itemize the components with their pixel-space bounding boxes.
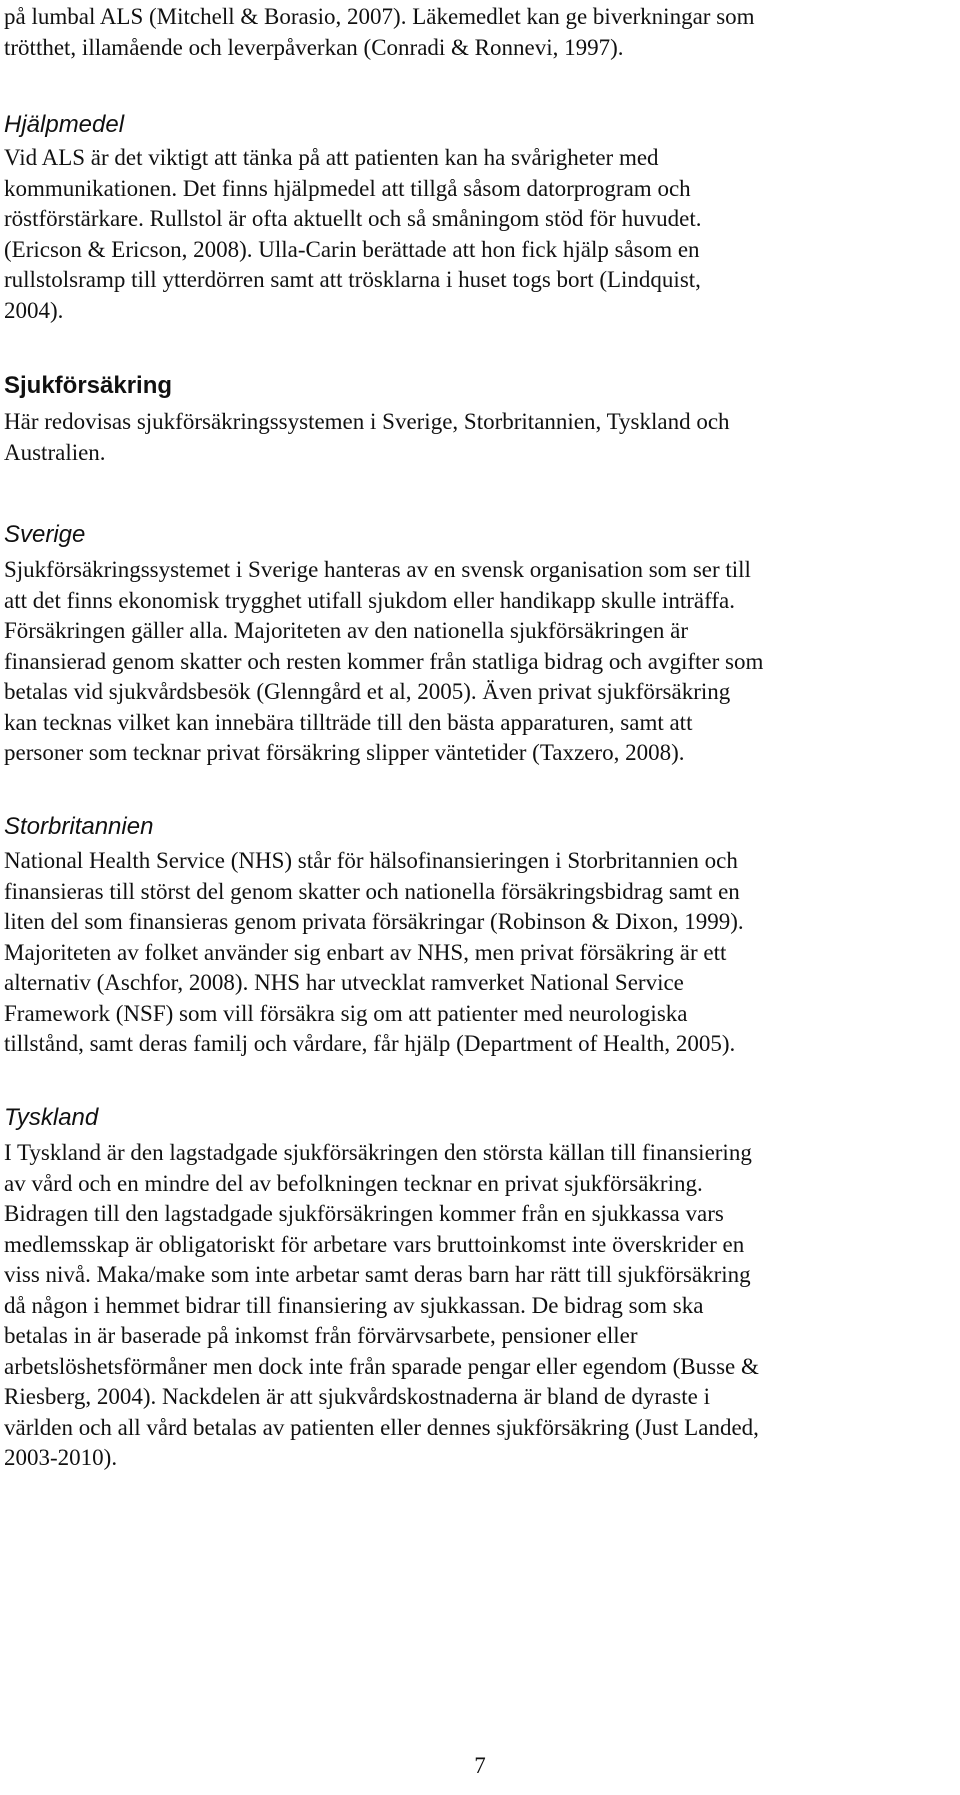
section-sverige [4, 520, 954, 550]
text-line: medlemsskap är obligatoriskt för arbetare vars bruttoinkomst inte överskrider en [4, 1231, 745, 1257]
text-line: Bidragen till den lagstadgade sjukförsäkringen kommer från en sjukkassa vars [4, 1201, 724, 1226]
text-line: liten del som finansieras genom privata försäkringar (Robinson & Dixon, 1999). [4, 909, 744, 934]
text-line: världen och all vård betalas av patienten eller dennes sjukförsäkring (Just Landed, [4, 1414, 759, 1440]
section-heading: Hjälpmedel [4, 111, 125, 138]
tyskland-paragraph [4, 1138, 954, 1474]
text-line: Sjukförsäkringssystemet i Sverige hanteras av en svensk organisation som ser till [4, 557, 751, 582]
text-line: tillstånd, samt deras familj och vårdare, får hjälp (Department of Health, 2005). [4, 1031, 736, 1056]
section-heading: Sjukförsäkring [4, 372, 173, 399]
section-storbritannien [4, 812, 954, 842]
storbritannien-paragraph [4, 846, 954, 1060]
text-line: 2003-2010). [4, 1445, 118, 1470]
text-line: röstförstärkare. Rullstol är ofta aktuellt och så småningom stöd för huvudet. [4, 206, 702, 231]
text-line: finansieras till störst del genom skatter och nationella försäkringsbidrag samt en [4, 878, 740, 904]
text-line: 2004). [4, 297, 64, 323]
section-heading: Tyskland [4, 1104, 99, 1131]
text-line: I Tyskland är den lagstadgade sjukförsäkringen den största källan till finansiering [4, 1140, 752, 1165]
section-heading: Storbritannien [4, 813, 154, 840]
text-line: Försäkringen gäller alla. Majoriteten av den nationella sjukförsäkringen är [4, 618, 689, 643]
sjukforsakring-paragraph [4, 407, 954, 468]
text-line: att det finns ekonomisk trygghet utifall sjukdom eller handikapp skulle inträffa. [4, 587, 735, 613]
text-line: finansierad genom skatter och resten kommer från statliga bidrag och avgifter som [4, 648, 764, 674]
section-sjukforsakring [4, 371, 954, 401]
text-line: betalas vid sjukvårdsbesök (Glenngård et al, 2005). Även privat sjukförsäkring [4, 679, 731, 704]
paragraph-text [4, 2, 954, 63]
text-line: på lumbal ALS (Mitchell & Borasio, 2007). Läkemedlet kan ge biverkningar som [4, 4, 755, 29]
text-line: Australien. [4, 439, 106, 465]
paragraph-text [4, 555, 954, 769]
text-line: arbetslöshetsförmåner men dock inte från sparade pengar eller egendom (Busse & [4, 1353, 759, 1379]
hjalpmedel-paragraph [4, 143, 954, 326]
text-line: Framework (NSF) som vill försäkra sig om att patienter med neurologiska [4, 1000, 688, 1026]
text-line: av vård och en mindre del av befolkningen tecknar en privat sjukförsäkring. [4, 1170, 703, 1196]
section-hjalpmedel [4, 110, 954, 140]
page-number: 7 [474, 1753, 486, 1778]
text-line: kommunikationen. Det finns hjälpmedel att tillgå såsom datorprogram och [4, 175, 691, 201]
text-line: kan tecknas vilket kan innebära tillträde till den bästa apparaturen, samt att [4, 709, 693, 735]
text-line: National Health Service (NHS) står för hälsofinansieringen i Storbritannien och [4, 848, 738, 873]
text-line: (Ericson & Ericson, 2008). Ulla-Carin berättade att hon fick hjälp såsom en [4, 236, 700, 262]
sverige-paragraph [4, 555, 954, 769]
text-line: trötthet, illamående och leverpåverkan (Conradi & Ronnevi, 1997). [4, 34, 624, 60]
text-line: Riesberg, 2004). Nackdelen är att sjukvårdskostnaderna är bland de dyraste i [4, 1384, 710, 1409]
text-line: betalas in är baserade på inkomst från förvärvsarbete, pensioner eller [4, 1323, 638, 1348]
section-tyskland [4, 1103, 954, 1133]
text-line: viss nivå. Maka/make som inte arbetar samt deras barn har rätt till sjukförsäkring [4, 1262, 751, 1287]
paragraph-text [4, 407, 954, 468]
text-line: personer som tecknar privat försäkring slipper väntetider (Taxzero, 2008). [4, 740, 685, 765]
paragraph-text [4, 143, 954, 326]
text-line: Här redovisas sjukförsäkringssystemen i Sverige, Storbritannien, Tyskland och [4, 409, 730, 434]
intro-paragraph [4, 2, 954, 63]
text-line: rullstolsramp till ytterdörren samt att trösklarna i huset togs bort (Lindquist, [4, 267, 701, 292]
text-line: alternativ (Aschfor, 2008). NHS har utvecklat ramverket National Service [4, 970, 684, 995]
text-line: Vid ALS är det viktigt att tänka på att patienten kan ha svårigheter med [4, 145, 659, 170]
section-heading: Sverige [4, 521, 86, 548]
text-line: Majoriteten av folket använder sig enbart av NHS, men privat försäkring är ett [4, 939, 727, 965]
paragraph-text [4, 1138, 954, 1474]
paragraph-text [4, 846, 954, 1060]
text-line: då någon i hemmet bidrar till finansiering av sjukkassan. De bidrag som ska [4, 1292, 704, 1318]
